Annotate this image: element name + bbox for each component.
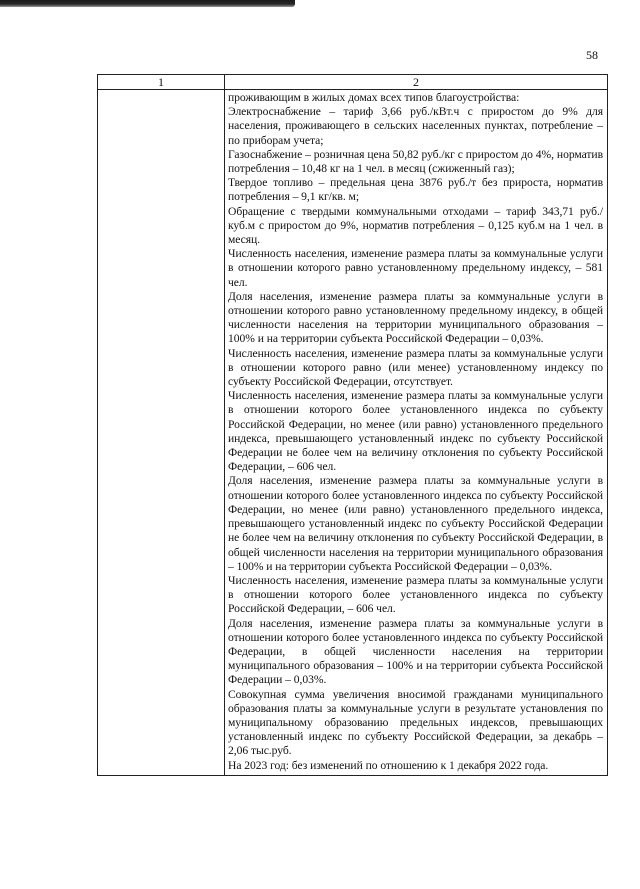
scan-artifact-bar [0, 0, 295, 7]
paragraph: Твердое топливо – предельная цена 3876 руб./т без прироста, норматив потребления – 9,1 кг/кв. м; [228, 176, 603, 204]
paragraph: Численность населения, изменение размера платы за коммунальные услуги в отношении которого более установленного индекса по субъекту Российской Федерации, но менее (или равно) установленного предельного индекса, превышающего установленный индекс по субъекту Российской Федерации не более чем на величину отклонения по субъекту Российской Федерации, – 606 чел. [228, 389, 603, 474]
column-header-2: 2 [225, 75, 608, 90]
paragraph: На 2023 год: без изменений по отношению к 1 декабря 2022 года. [228, 758, 549, 772]
paragraph: Численность населения, изменение размера платы за коммунальные услуги в отношении которого более установленного индекса по субъекту Российской Федерации, – 606 чел. [228, 573, 603, 616]
paragraph: Обращение с твердыми коммунальными отходами – тариф 343,71 руб./куб.м с приростом до 9%, норматив потребления – 0,125 куб.м на 1 чел. в месяц. [228, 204, 603, 247]
paragraph: Доля населения, изменение размера платы за коммунальные услуги в отношении которого равно установленному предельному индексу, в общей численности населения на территории муниципального образования – 100% и на территории субъекта Российской Федерации – 0,03%. [228, 289, 603, 346]
column-header-1: 1 [98, 75, 225, 90]
document-table [97, 74, 608, 776]
paragraph: Численность населения, изменение размера платы за коммунальные услуги в отношении которого равно установленному предельному индексу, – 581 чел. [228, 247, 603, 289]
table-row [98, 90, 608, 776]
empty-cell [98, 90, 225, 776]
paragraph: Доля населения, изменение размера платы за коммунальные услуги в отношении которого более установленного индекса по субъекту Российской Федерации, но менее (или равно) установленного предельного индекса, превышающего установленный индекс по субъекту Российской Федерации не более чем на величину отклонения по субъекту Российской Федерации, в общей численности населения на территории муниципального образования – 100% и на территории субъекта Российской Федерации – 0,03%. [228, 474, 603, 573]
table-header-row [98, 75, 608, 90]
cell-text [225, 90, 607, 775]
page-number: 58 [586, 48, 598, 62]
paragraph: Газоснабжение – розничная цена 50,82 руб./кг с приростом до 4%, норматив потребления – 10,48 кг на 1 чел. в месяц (сжиженный газ); [228, 147, 603, 176]
paragraph: Доля населения, изменение размера платы за коммунальные услуги в отношении которого более установленного индекса по субъекту Российской Федерации, в общей численности населения на территории муниципального образования – 100% и на территории субъекта Российской Федерации – 0,03%. [228, 616, 603, 687]
paragraph: проживающим в жилых домах всех типов благоустройства: [228, 91, 520, 104]
content-cell [225, 90, 608, 776]
paragraph: Электроснабжение – тариф 3,66 руб./кВт.ч с приростом до 9% для населения, проживающего в сельских населенных пунктах, потребление – по приборам учета; [228, 105, 603, 147]
paragraph: Совокупная сумма увеличения вносимой гражданами муниципального образования платы за коммунальные услуги в результате установления по муниципальному образованию предельных индексов, превышающих установленный индекс по субъекту Российской Федерации, за декабрь – 2,06 тыс.руб. [228, 687, 603, 758]
paragraph: Численность населения, изменение размера платы за коммунальные услуги в отношении которого равно (или менее) установленному индексу по субъекту Российской Федерации, отсутствует. [228, 346, 603, 389]
